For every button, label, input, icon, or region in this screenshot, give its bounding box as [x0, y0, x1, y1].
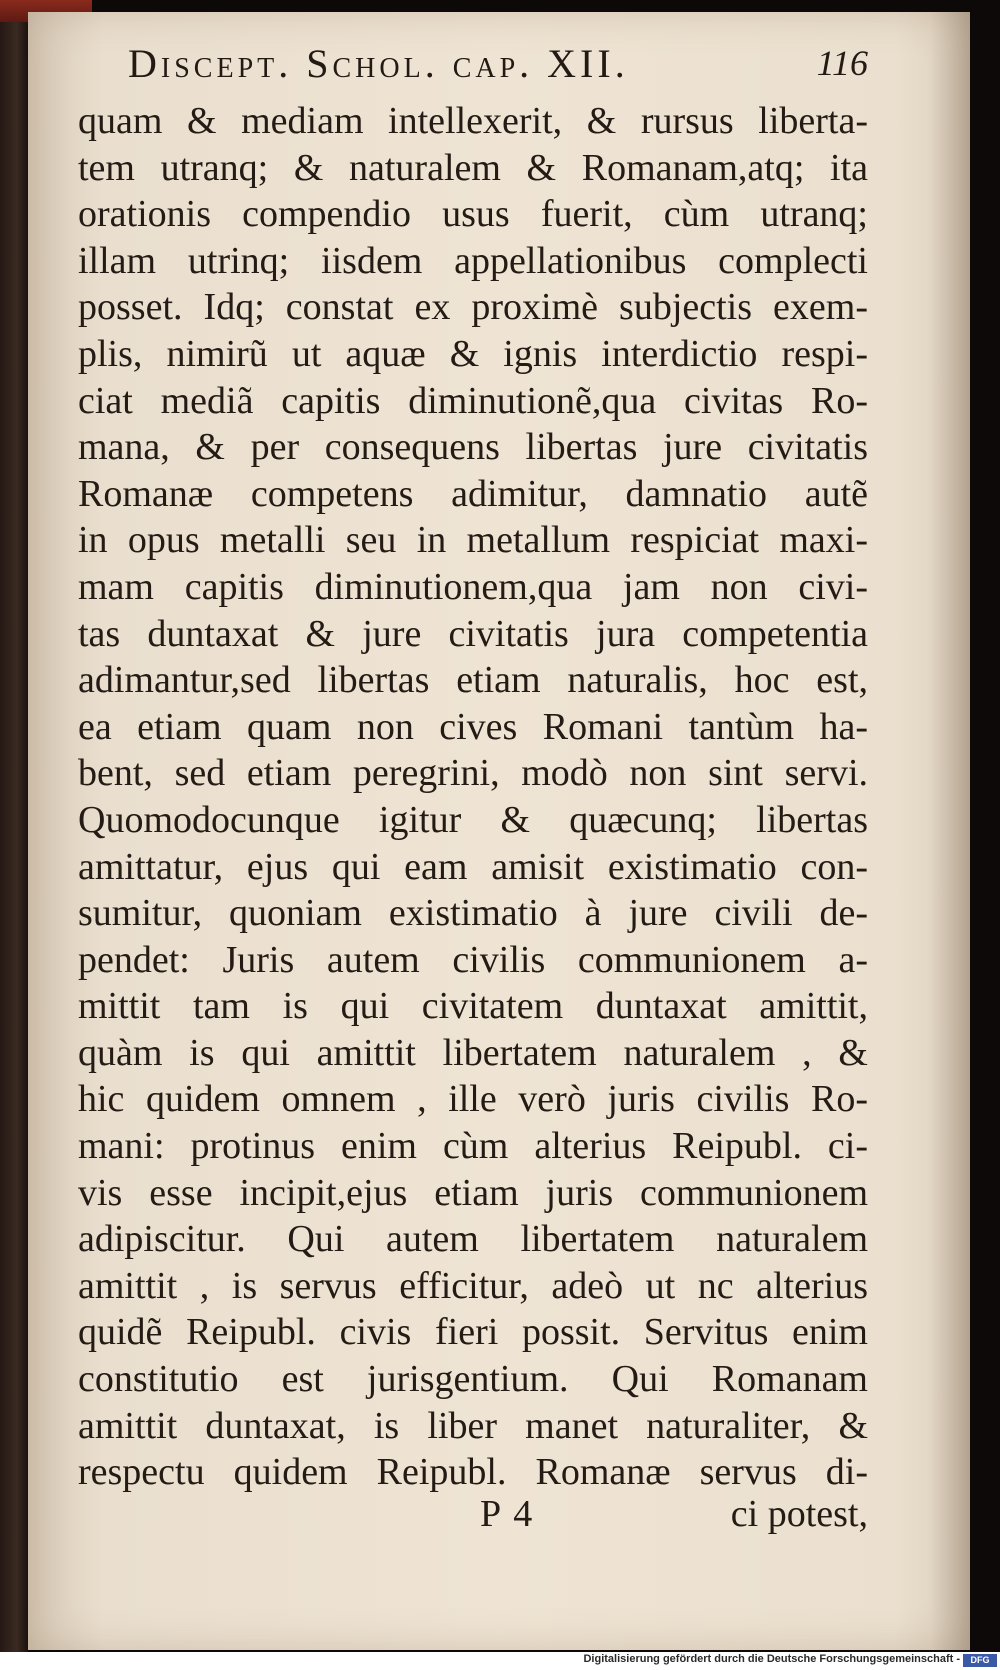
text-line: posset. Idq; constat ex proximè subjectis exem- [78, 286, 868, 329]
text-line: vis esse incipit,ejus etiam juris communionem [78, 1171, 868, 1214]
text-line: mani: protinus enim cùm alterius Reipubl. ci- [78, 1125, 868, 1168]
text-line: Romanæ competens adimitur, damnatio autẽ [78, 472, 868, 515]
text-line: respectu quidem Reipubl. Romanæ servus di- [78, 1451, 868, 1494]
body-text [78, 98, 868, 1496]
text-line: amittit duntaxat, is liber manet naturaliter, & [78, 1404, 868, 1447]
text-line: constitutio est jurisgentium. Qui Romanam [78, 1358, 868, 1401]
text-line: bent, sed etiam peregrini, modò non sint servi. [78, 752, 868, 795]
text-line: amittit , is servus efficitur, adeò ut nc alterius [78, 1264, 868, 1307]
text-line: mana, & per consequens libertas jure civitatis [78, 426, 868, 469]
book-spine-edge [0, 0, 28, 1655]
text-line: orationis compendio usus fuerit, cùm utranq; [78, 193, 868, 236]
text-line: in opus metalli seu in metallum respiciat maxi- [78, 519, 868, 562]
digitization-credit: Digitalisierung gefördert durch die Deutsche Forschungsgemeinschaft - [583, 1653, 960, 1665]
text-line: amittatur, ejus qui eam amisit existimatio con- [78, 845, 868, 888]
catchword: ci potest, [730, 1493, 868, 1535]
folio-number: 116 [816, 43, 868, 83]
text-line: plis, nimirũ ut aquæ & ignis interdictio respi- [78, 332, 868, 375]
signature-mark: P 4 [480, 1493, 535, 1535]
running-head-title: Discept. Schol. cap. XII. [128, 41, 629, 86]
text-line: pendet: Juris autem civilis communionem a- [78, 938, 868, 981]
text-line: adipiscitur. Qui autem libertatem naturalem [78, 1218, 868, 1261]
running-head [128, 40, 868, 100]
text-line: ciat mediã capitis diminutionẽ,qua civitas Ro- [78, 379, 868, 422]
text-line: illam utrinq; iisdem appellationibus complecti [78, 239, 868, 282]
text-line: hic quidem omnem , ille verò juris civilis Ro- [78, 1078, 868, 1121]
text-line: quam & mediam intellexerit, & rursus liberta- [78, 100, 868, 142]
text-line: tem utranq; & naturalem & Romanam,atq; ita [78, 146, 868, 189]
text-line: mam capitis diminutionem,qua jam non civi- [78, 565, 868, 608]
page-edge-shadow [930, 12, 970, 1650]
page-footer [78, 1492, 868, 1540]
text-line: adimantur,sed libertas etiam naturalis, hoc est, [78, 659, 868, 702]
text-line: quàm is qui amittit libertatem naturalem , & [78, 1031, 868, 1074]
text-line: sumitur, quoniam existimatio à jure civili de- [78, 892, 868, 935]
text-line: ea etiam quam non cives Romani tantùm ha- [78, 705, 868, 748]
text-line: mittit tam is qui civitatem duntaxat amittit, [78, 985, 868, 1028]
text-line: Quomodocunque igitur & quæcunq; libertas [78, 798, 868, 841]
dfg-logo-icon: DFG [963, 1654, 997, 1667]
text-line: quidẽ Reipubl. civis fieri possit. Servitus enim [78, 1311, 868, 1354]
text-line: tas duntaxat & jure civitatis jura competentia [78, 612, 868, 655]
credit-bar [0, 1652, 1000, 1670]
